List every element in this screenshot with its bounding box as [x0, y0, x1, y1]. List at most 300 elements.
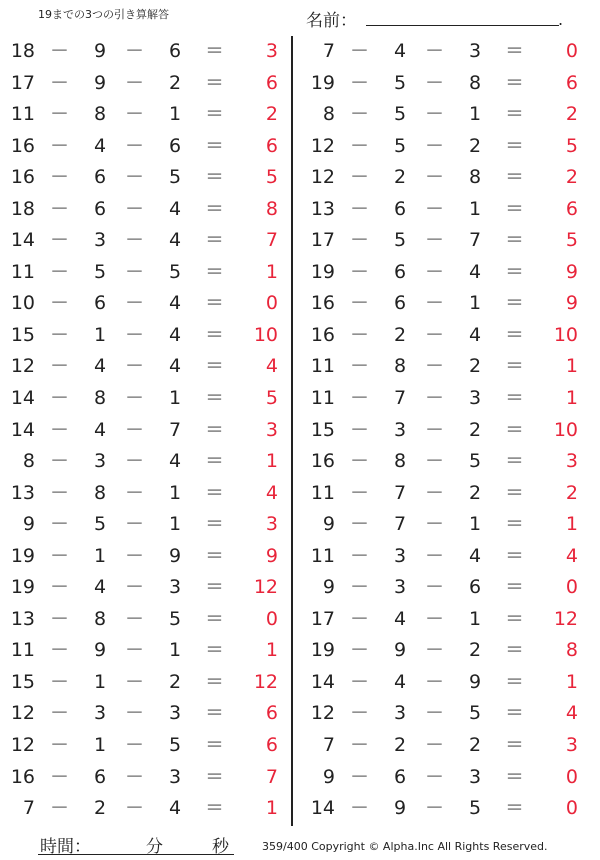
first-operand: 14: [10, 387, 35, 410]
minus-sign: －: [425, 103, 445, 126]
problem-row: [0, 541, 300, 573]
minus-sign: －: [50, 355, 70, 378]
minus-sign: －: [125, 166, 145, 189]
first-operand: 14: [10, 418, 35, 441]
problem-row: [300, 131, 600, 163]
third-operand: 2: [468, 481, 482, 504]
third-operand: 5: [168, 734, 182, 757]
equals-sign: ＝: [505, 40, 525, 62]
second-operand: 5: [393, 103, 407, 126]
problem-row: [300, 762, 600, 794]
first-operand: 9: [322, 765, 335, 788]
minus-sign: －: [425, 134, 445, 157]
minus-sign: －: [350, 513, 370, 536]
second-operand: 4: [93, 355, 107, 378]
minus-sign: －: [125, 355, 145, 378]
problem-row: [300, 162, 600, 194]
second-operand: 6: [93, 765, 107, 788]
third-operand: 3: [468, 387, 482, 410]
second-operand: 8: [93, 387, 107, 410]
equals-sign: ＝: [205, 260, 225, 283]
second-operand: 6: [93, 197, 107, 220]
first-operand: 10: [10, 292, 35, 315]
second-operand: 4: [393, 40, 407, 62]
minus-sign: －: [425, 166, 445, 189]
answer-value: 6: [265, 134, 278, 157]
third-operand: 4: [168, 229, 182, 252]
equals-sign: ＝: [505, 355, 525, 378]
minus-sign: －: [350, 197, 370, 220]
minus-sign: －: [125, 734, 145, 757]
equals-sign: ＝: [205, 418, 225, 441]
first-operand: 11: [310, 355, 335, 378]
first-operand: 19: [10, 576, 35, 599]
answer-value: 0: [565, 40, 578, 62]
second-operand: 6: [93, 166, 107, 189]
problem-row: [0, 99, 300, 131]
equals-sign: ＝: [505, 71, 525, 94]
problem-row: [0, 509, 300, 541]
first-operand: 19: [310, 639, 335, 662]
minus-sign: －: [125, 197, 145, 220]
answer-value: 3: [565, 450, 578, 473]
minus-sign: －: [50, 229, 70, 252]
first-operand: 9: [22, 513, 35, 536]
minus-sign: －: [425, 355, 445, 378]
copyright-notice: 359/400 Copyright © Alpha.Inc All Rights Reserved.: [262, 840, 548, 853]
answer-value: 10: [253, 323, 278, 346]
answer-value: 3: [265, 513, 278, 536]
first-operand: 11: [10, 639, 35, 662]
equals-sign: ＝: [205, 576, 225, 599]
minus-sign: －: [125, 387, 145, 410]
equals-sign: ＝: [505, 702, 525, 725]
answer-value: 0: [565, 765, 578, 788]
first-operand: 12: [310, 134, 335, 157]
third-operand: 1: [168, 387, 182, 410]
answer-value: 1: [565, 387, 578, 410]
answer-value: 2: [565, 166, 578, 189]
problem-row: [0, 415, 300, 447]
problem-row: [0, 730, 300, 762]
minus-sign: －: [350, 797, 370, 820]
minus-sign: －: [50, 134, 70, 157]
minus-sign: －: [350, 260, 370, 283]
problem-row: [0, 257, 300, 289]
equals-sign: ＝: [205, 40, 225, 62]
minus-sign: －: [350, 292, 370, 315]
problem-row: [300, 667, 600, 699]
equals-sign: ＝: [505, 513, 525, 536]
minus-sign: －: [350, 765, 370, 788]
problem-row: [300, 509, 600, 541]
minus-sign: －: [125, 576, 145, 599]
second-operand: 5: [93, 260, 107, 283]
minutes-label: 分: [146, 837, 163, 857]
third-operand: 1: [168, 639, 182, 662]
first-operand: 9: [322, 513, 335, 536]
first-operand: 16: [310, 450, 335, 473]
second-operand: 8: [393, 450, 407, 473]
minus-sign: －: [425, 387, 445, 410]
equals-sign: ＝: [205, 166, 225, 189]
equals-sign: ＝: [205, 765, 225, 788]
name-field-dot: .: [558, 10, 564, 29]
minus-sign: －: [425, 607, 445, 630]
first-operand: 17: [10, 71, 35, 94]
minus-sign: －: [350, 418, 370, 441]
third-operand: 4: [168, 197, 182, 220]
third-operand: 6: [168, 40, 182, 62]
first-operand: 12: [310, 702, 335, 725]
minus-sign: －: [350, 607, 370, 630]
second-operand: 9: [93, 639, 107, 662]
second-operand: 7: [393, 513, 407, 536]
third-operand: 4: [168, 797, 182, 820]
first-operand: 12: [10, 355, 35, 378]
third-operand: 7: [168, 418, 182, 441]
right-problem-column: [300, 36, 600, 825]
minus-sign: －: [425, 765, 445, 788]
third-operand: 5: [468, 702, 482, 725]
first-operand: 17: [310, 229, 335, 252]
answer-value: 8: [265, 197, 278, 220]
second-operand: 8: [93, 103, 107, 126]
minus-sign: －: [425, 639, 445, 662]
minus-sign: －: [125, 418, 145, 441]
minus-sign: －: [350, 544, 370, 567]
first-operand: 19: [310, 71, 335, 94]
answer-value: 0: [565, 797, 578, 820]
answer-value: 9: [265, 544, 278, 567]
problem-row: [0, 288, 300, 320]
minus-sign: －: [425, 418, 445, 441]
minus-sign: －: [425, 734, 445, 757]
minus-sign: －: [125, 229, 145, 252]
minus-sign: －: [425, 702, 445, 725]
first-operand: 16: [10, 166, 35, 189]
minus-sign: －: [50, 607, 70, 630]
third-operand: 2: [168, 670, 182, 693]
problem-row: [0, 446, 300, 478]
minus-sign: －: [50, 702, 70, 725]
equals-sign: ＝: [505, 166, 525, 189]
equals-sign: ＝: [505, 260, 525, 283]
equals-sign: ＝: [505, 765, 525, 788]
problem-row: [300, 572, 600, 604]
problem-row: [0, 383, 300, 415]
equals-sign: ＝: [505, 797, 525, 820]
second-operand: 4: [393, 670, 407, 693]
minus-sign: －: [350, 481, 370, 504]
equals-sign: ＝: [505, 323, 525, 346]
third-operand: 3: [168, 765, 182, 788]
equals-sign: ＝: [205, 702, 225, 725]
second-operand: 3: [393, 576, 407, 599]
first-operand: 16: [310, 323, 335, 346]
problem-row: [0, 478, 300, 510]
name-field-line: [366, 25, 559, 26]
third-operand: 2: [468, 418, 482, 441]
second-operand: 1: [93, 734, 107, 757]
third-operand: 1: [468, 103, 482, 126]
third-operand: 4: [168, 355, 182, 378]
first-operand: 15: [310, 418, 335, 441]
answer-value: 3: [565, 734, 578, 757]
equals-sign: ＝: [205, 71, 225, 94]
problem-row: [300, 730, 600, 762]
second-operand: 5: [393, 229, 407, 252]
time-underline: [38, 854, 234, 855]
second-operand: 8: [93, 607, 107, 630]
second-operand: 6: [393, 292, 407, 315]
minus-sign: －: [50, 670, 70, 693]
second-operand: 9: [393, 797, 407, 820]
first-operand: 11: [310, 481, 335, 504]
minus-sign: －: [425, 576, 445, 599]
second-operand: 3: [93, 702, 107, 725]
second-operand: 8: [393, 355, 407, 378]
second-operand: 9: [393, 639, 407, 662]
minus-sign: －: [425, 229, 445, 252]
problem-row: [300, 68, 600, 100]
third-operand: 4: [468, 323, 482, 346]
third-operand: 4: [468, 260, 482, 283]
first-operand: 13: [10, 607, 35, 630]
minus-sign: －: [50, 166, 70, 189]
third-operand: 3: [468, 765, 482, 788]
equals-sign: ＝: [205, 292, 225, 315]
minus-sign: －: [125, 670, 145, 693]
problem-row: [300, 225, 600, 257]
second-operand: 1: [93, 544, 107, 567]
equals-sign: ＝: [205, 229, 225, 252]
problem-row: [300, 604, 600, 636]
second-operand: 5: [393, 134, 407, 157]
first-operand: 8: [22, 450, 35, 473]
minus-sign: －: [50, 40, 70, 62]
minus-sign: －: [125, 797, 145, 820]
minus-sign: －: [125, 513, 145, 536]
problem-row: [0, 225, 300, 257]
problem-row: [300, 446, 600, 478]
minus-sign: －: [425, 670, 445, 693]
answer-value: 1: [265, 639, 278, 662]
first-operand: 19: [310, 260, 335, 283]
third-operand: 2: [468, 639, 482, 662]
equals-sign: ＝: [505, 387, 525, 410]
answer-value: 6: [265, 702, 278, 725]
problem-row: [0, 194, 300, 226]
second-operand: 3: [93, 229, 107, 252]
answer-value: 1: [265, 797, 278, 820]
equals-sign: ＝: [205, 734, 225, 757]
third-operand: 1: [468, 513, 482, 536]
equals-sign: ＝: [505, 481, 525, 504]
problem-row: [300, 320, 600, 352]
equals-sign: ＝: [205, 544, 225, 567]
answer-value: 1: [565, 513, 578, 536]
problem-row: [300, 698, 600, 730]
problem-row: [300, 541, 600, 573]
third-operand: 2: [468, 355, 482, 378]
minus-sign: －: [350, 450, 370, 473]
minus-sign: －: [50, 481, 70, 504]
first-operand: 16: [10, 765, 35, 788]
minus-sign: －: [125, 481, 145, 504]
answer-value: 12: [253, 576, 278, 599]
third-operand: 2: [468, 134, 482, 157]
worksheet-title: 19までの3つの引き算解答: [38, 8, 169, 21]
equals-sign: ＝: [205, 797, 225, 820]
problem-row: [0, 572, 300, 604]
equals-sign: ＝: [505, 734, 525, 757]
minus-sign: －: [350, 134, 370, 157]
first-operand: 14: [310, 670, 335, 693]
third-operand: 4: [168, 292, 182, 315]
answer-value: 5: [265, 166, 278, 189]
minus-sign: －: [350, 702, 370, 725]
answer-value: 8: [565, 639, 578, 662]
minus-sign: －: [125, 260, 145, 283]
minus-sign: －: [50, 639, 70, 662]
third-operand: 9: [168, 544, 182, 567]
problem-row: [300, 415, 600, 447]
second-operand: 8: [93, 481, 107, 504]
equals-sign: ＝: [505, 544, 525, 567]
first-operand: 7: [22, 797, 35, 820]
second-operand: 5: [393, 71, 407, 94]
minus-sign: －: [350, 103, 370, 126]
minus-sign: －: [50, 292, 70, 315]
minus-sign: －: [350, 387, 370, 410]
problem-row: [0, 604, 300, 636]
first-operand: 15: [10, 670, 35, 693]
answer-value: 2: [565, 103, 578, 126]
minus-sign: －: [50, 734, 70, 757]
minus-sign: －: [350, 576, 370, 599]
answer-value: 0: [265, 292, 278, 315]
second-operand: 3: [93, 450, 107, 473]
equals-sign: ＝: [205, 607, 225, 630]
minus-sign: －: [425, 450, 445, 473]
minus-sign: －: [425, 323, 445, 346]
answer-value: 1: [565, 670, 578, 693]
equals-sign: ＝: [505, 450, 525, 473]
equals-sign: ＝: [205, 355, 225, 378]
second-operand: 2: [393, 166, 407, 189]
minus-sign: －: [350, 355, 370, 378]
answer-value: 5: [265, 387, 278, 410]
first-operand: 11: [10, 103, 35, 126]
minus-sign: －: [125, 544, 145, 567]
third-operand: 1: [168, 513, 182, 536]
equals-sign: ＝: [205, 670, 225, 693]
equals-sign: ＝: [505, 418, 525, 441]
third-operand: 4: [468, 544, 482, 567]
second-operand: 7: [393, 387, 407, 410]
answer-value: 6: [265, 734, 278, 757]
minus-sign: －: [125, 40, 145, 62]
minus-sign: －: [425, 292, 445, 315]
equals-sign: ＝: [505, 103, 525, 126]
first-operand: 8: [322, 103, 335, 126]
minus-sign: －: [50, 103, 70, 126]
answer-value: 2: [265, 103, 278, 126]
first-operand: 19: [10, 544, 35, 567]
answer-value: 4: [265, 481, 278, 504]
minus-sign: －: [50, 513, 70, 536]
equals-sign: ＝: [505, 607, 525, 630]
first-operand: 9: [322, 576, 335, 599]
second-operand: 3: [393, 702, 407, 725]
first-operand: 12: [10, 734, 35, 757]
second-operand: 4: [93, 134, 107, 157]
equals-sign: ＝: [205, 197, 225, 220]
minus-sign: －: [125, 702, 145, 725]
first-operand: 11: [310, 387, 335, 410]
answer-value: 7: [265, 765, 278, 788]
minus-sign: －: [425, 481, 445, 504]
equals-sign: ＝: [205, 481, 225, 504]
third-operand: 5: [168, 260, 182, 283]
minus-sign: －: [350, 166, 370, 189]
answer-value: 6: [565, 197, 578, 220]
first-operand: 14: [310, 797, 335, 820]
first-operand: 12: [10, 702, 35, 725]
third-operand: 8: [468, 166, 482, 189]
problem-row: [0, 320, 300, 352]
minus-sign: －: [50, 450, 70, 473]
answer-value: 9: [565, 292, 578, 315]
equals-sign: ＝: [505, 229, 525, 252]
problem-row: [300, 194, 600, 226]
minus-sign: －: [425, 544, 445, 567]
problem-row: [0, 762, 300, 794]
problem-row: [300, 288, 600, 320]
minus-sign: －: [50, 765, 70, 788]
problem-row: [0, 351, 300, 383]
equals-sign: ＝: [505, 292, 525, 315]
second-operand: 1: [93, 323, 107, 346]
problem-row: [0, 698, 300, 730]
first-operand: 13: [10, 481, 35, 504]
second-operand: 1: [93, 670, 107, 693]
minus-sign: －: [425, 797, 445, 820]
third-operand: 5: [468, 450, 482, 473]
answer-value: 1: [565, 355, 578, 378]
equals-sign: ＝: [205, 103, 225, 126]
answer-value: 6: [565, 71, 578, 94]
problem-row: [300, 257, 600, 289]
second-operand: 4: [393, 607, 407, 630]
third-operand: 2: [168, 71, 182, 94]
third-operand: 5: [168, 607, 182, 630]
first-operand: 12: [310, 166, 335, 189]
equals-sign: ＝: [505, 670, 525, 693]
minus-sign: －: [425, 197, 445, 220]
problem-row: [0, 68, 300, 100]
answer-value: 6: [265, 71, 278, 94]
answer-value: 1: [265, 450, 278, 473]
equals-sign: ＝: [505, 197, 525, 220]
minus-sign: －: [50, 797, 70, 820]
third-operand: 2: [468, 734, 482, 757]
problem-row: [300, 635, 600, 667]
minus-sign: －: [50, 418, 70, 441]
second-operand: 2: [93, 797, 107, 820]
minus-sign: －: [125, 639, 145, 662]
